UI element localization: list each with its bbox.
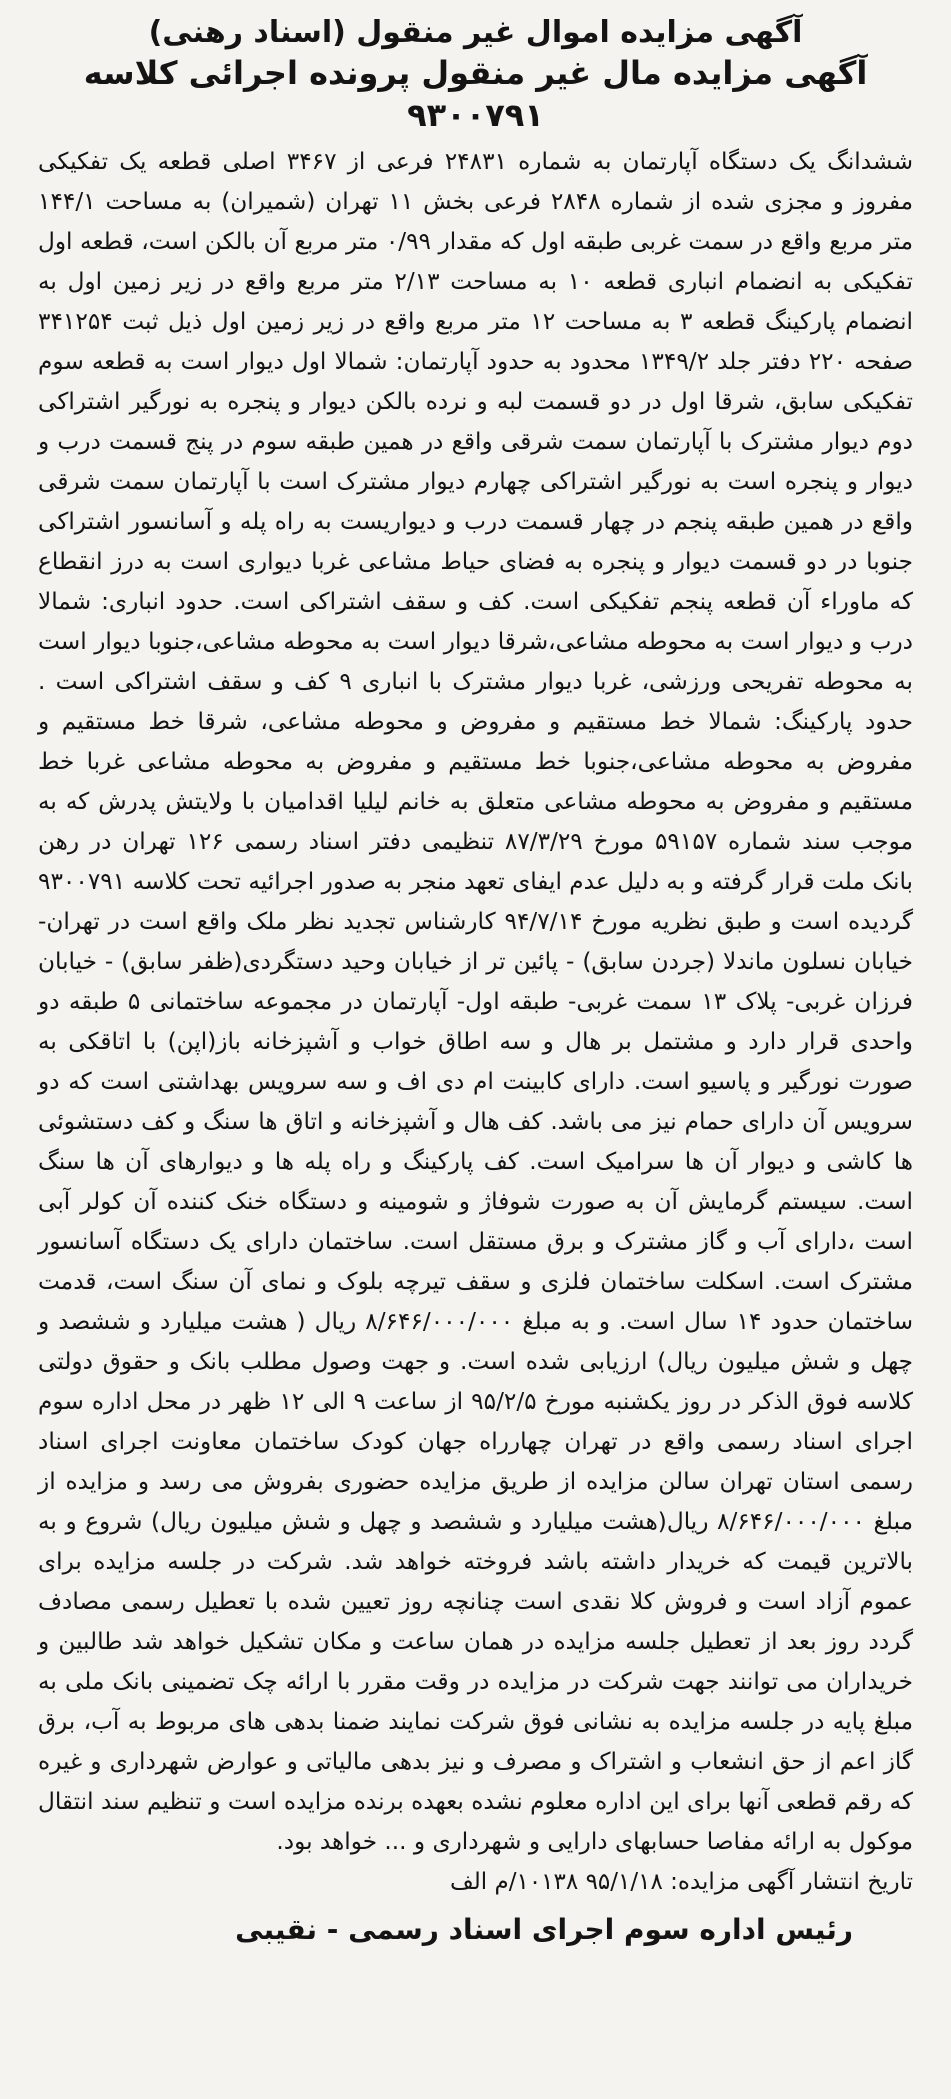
notice-title: آگهی مزایده اموال غیر منقول (اسناد رهنی) xyxy=(148,15,803,50)
notice-body: ششدانگ یک دستگاه آپارتمان به شماره ۲۴۸۳۱ فرعی از ۳۴۶۷ اصلی قطعه یک تفکیکی مفروز و مجزی شده از شماره ۲۸۴۸ فرعی بخش ۱۱ تهران (شمیران) به مساحت ۱۴۴/۱ متر مربع واقع در سمت غربی طبقه اول که مقدار ۰/۹۹ متر مربع آن بالکن است، قطعه اول تفکیکی به انضمام انباری قطعه ۱۰ به مساحت ۲/۱۳ متر مربع واقع در زیر زمین اول به انضمام پارکینگ قطعه ۳ به مساحت ۱۲ متر مربع واقع در زیر زمین اول ذیل ثبت ۳۴۱۲۵۴ صفحه ۲۲۰ دفتر جلد ۱۳۴۹/۲ محدود به حدود آپارتمان: شمالا اول دیوار است به قطعه سوم تفکیکی سابق، شرقا اول در دو قسمت لبه و نرده بالکن دیوار و پنجره به نورگیر اشتراکی دوم دیوار مشترک با آپارتمان سمت شرقی واقع در همین طبقه سوم در پنج قسمت درب و دیوار و پنجره است به نورگیر اشتراکی چهارم دیوار مشترک است با آپارتمان سمت شرقی واقع در همین طبقه پنجم در چهار قسمت درب و دیواریست به راه پله و آسانسور اشتراکی جنوبا در دو قسمت دیوار و پنجره به فضای حیاط مشاعی غربا دیواری است به درز انقطاع که ماوراء آن قطعه پنجم تفکیکی است. کف و سقف اشتراکی است. حدود انباری: شمالا درب و دیوار است به محوطه مشاعی،شرقا دیوار است به محوطه مشاعی،جنوبا دیوار است به محوطه تفریحی ورزشی، غربا دیوار مشترک با انباری ۹ کف و سقف اشتراکی است . حدود پارکینگ: شمالا خط مستقیم و مفروض و محوطه مشاعی، شرقا خط مستقیم و مفروض به محوطه مشاعی،جنوبا خط مستقیم و مفروض به محوطه مشاعی غربا خط مستقیم و مفروض به محوطه مشاعی متعلق به خانم لیلیا اقدامیان با ولایتش پدرش که به موجب سند شماره ۵۹۱۵۷ مورخ ۸۷/۳/۲۹ تنظیمی دفتر اسناد رسمی ۱۲۶ تهران در رهن بانک ملت قرار گرفته و به دلیل عدم ایفای تعهد منجر به صدور اجرائیه تحت کلاسه ۹۳۰۰۷۹۱ گردیده است و طبق نظریه مورخ ۹۴/۷/۱۴ کارشناس تجدید نظر ملک واقع است در تهران- خیابان نسلون ماندلا (جردن سابق) - پائین تر از خیابان وحید دستگردی(ظفر سابق) - خیابان فرزان غربی- پلاک ۱۳ سمت غربی- طبقه اول- آپارتمان در مجموعه ساختمانی ۵ طبقه دو واحدی قرار دارد و مشتمل بر هال و سه اطاق خواب و آشپزخانه باز(اپن) با اتاقکی به صورت نورگیر و پاسیو است. دارای کابینت ام دی اف و سه سرویس بهداشتی است که دو سرویس آن دارای حمام نیز می باشد. کف هال و آشپزخانه و اتاق ها سنگ و کف دستشوئی ها کاشی و دیوار آن ها سرامیک است. کف پارکینگ و راه پله ها و دیوارهای آن ها سنگ است. سیستم گرمایش آن به صورت شوفاژ و شومینه و دستگاه خنک کننده آن کولر آبی است ،دارای آب و گاز مشترک و برق مستقل است. ساختمان دارای یک دستگاه آسانسور مشترک است. اسکلت ساختمان فلزی و سقف تیرچه بلوک و نمای آن سنگ است، قدمت ساختمان حدود ۱۴ سال است. و به مبلغ ۸/۶۴۶/۰۰۰/۰۰۰ ریال ( هشت میلیارد و ششصد و چهل و شش میلیون ریال) ارزیابی شده است. و جهت وصول مطلب بانک و حقوق دولتی کلاسه فوق الذکر در روز یکشنبه مورخ ۹۵/۲/۵ از ساعت ۹ الی ۱۲ ظهر در محل اداره سوم اجرای اسناد رسمی واقع در تهران چهارراه جهان کودک ساختمان معاونت اجرای اسناد رسمی استان تهران سالن مزایده از طریق مزایده حضوری بفروش می رسد و مزایده از مبلغ ۸/۶۴۶/۰۰۰/۰۰۰ ریال(هشت میلیارد و ششصد و چهل و شش میلیون ریال) شروع و به بالاترین قیمت که خریدار داشته باشد فروخته خواهد شد. شرکت در جلسه مزایده برای عموم آزاد است و فروش کلا نقدی است چنانچه روز تعیین شده با تعطیل رسمی مصادف گردد روز بعد از تعطیل جلسه مزایده در همان ساعت و مکان تشکیل خواهد شد طالبین و خریداران می توانند جهت شرکت در مزایده در وقت مقرر با ارائه چک تضمینی بانک ملی به مبلغ پایه در جلسه مزایده به نشانی فوق شرکت نمایند ضمنا بدهی های مربوط به آب، برق گاز اعم از حق انشعاب و اشتراک و مصرف و نیز بدهی مالیاتی و عوارض شهرداری و غیره که رقم قطعی آنها برای این اداره معلوم نشده بعهده برنده مزایده است و تنظیم سند انتقال موکول به ارائه مفاصا حسابهای دارایی و شهرداری و ... خواهد بود. xyxy=(38,148,914,1855)
notice-subtitle: آگهی مزایده مال غیر منقول پرونده اجرائی کلاسه ۹۳۰۰۷۹۱ xyxy=(83,54,868,134)
signature: رئیس اداره سوم اجرای اسناد رسمی - نقیبی xyxy=(235,1913,853,1946)
publication-date: تاریخ انتشار آگهی مزایده: ۹۵/۱/۱۸ ۱۰۱۳۸/م الف xyxy=(449,1869,913,1895)
